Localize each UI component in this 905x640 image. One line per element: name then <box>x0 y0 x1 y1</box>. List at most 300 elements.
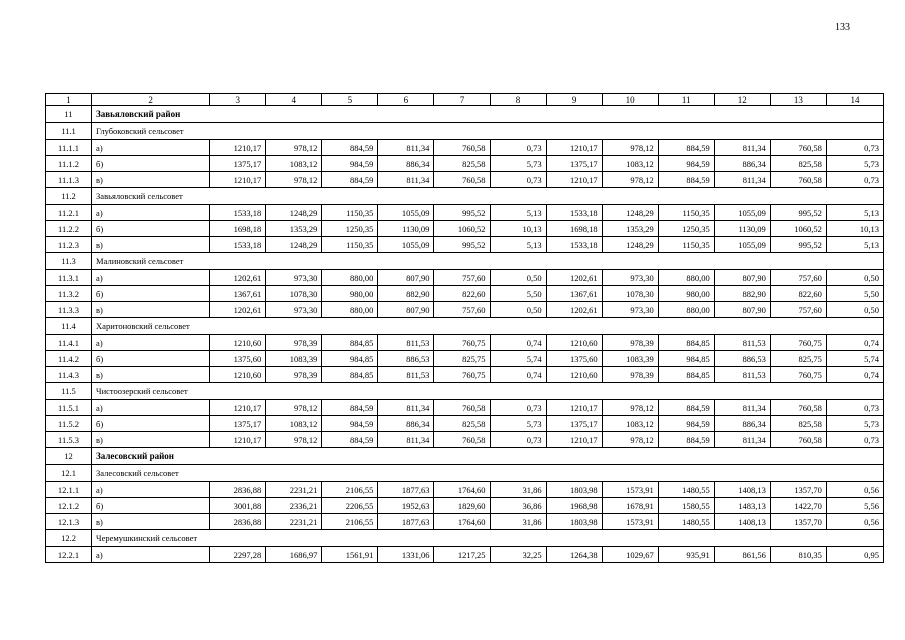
row-variant: в) <box>92 367 210 383</box>
value-cell: 884,59 <box>322 400 378 416</box>
value-cell: 1150,35 <box>322 205 378 221</box>
row-variant: б) <box>92 221 210 237</box>
value-cell: 1248,29 <box>266 237 322 253</box>
council-name: Завьяловский сельсовет <box>92 188 884 205</box>
column-header: 9 <box>546 94 602 106</box>
value-cell: 984,59 <box>658 416 714 432</box>
value-cell: 760,75 <box>434 335 490 351</box>
value-cell: 980,00 <box>322 286 378 302</box>
value-cell: 5,50 <box>490 286 546 302</box>
value-cell: 1202,61 <box>546 302 602 318</box>
value-cell: 1533,18 <box>546 237 602 253</box>
value-cell: 1150,35 <box>322 237 378 253</box>
value-cell: 973,30 <box>602 270 658 286</box>
value-cell: 2297,28 <box>210 547 266 563</box>
value-cell: 1083,12 <box>602 156 658 172</box>
value-cell: 884,59 <box>658 140 714 156</box>
value-cell: 1055,09 <box>714 205 770 221</box>
value-cell: 1877,63 <box>378 514 434 530</box>
value-cell: 36,86 <box>490 498 546 514</box>
value-cell: 1083,12 <box>266 156 322 172</box>
row-variant: а) <box>92 205 210 221</box>
value-cell: 5,74 <box>490 351 546 367</box>
value-cell: 984,59 <box>322 156 378 172</box>
table-row <box>46 172 884 188</box>
value-cell: 884,85 <box>658 367 714 383</box>
value-cell: 811,34 <box>714 140 770 156</box>
value-cell: 882,90 <box>714 286 770 302</box>
row-variant: б) <box>92 286 210 302</box>
value-cell: 1764,60 <box>434 482 490 498</box>
row-code: 11.5.3 <box>46 432 92 448</box>
value-cell: 0,73 <box>490 432 546 448</box>
value-cell: 978,12 <box>602 140 658 156</box>
value-cell: 1150,35 <box>658 237 714 253</box>
row-variant: в) <box>92 237 210 253</box>
table-row <box>46 416 884 432</box>
row-code: 12.1.2 <box>46 498 92 514</box>
district-row <box>46 448 884 465</box>
row-code: 12.2 <box>46 530 92 547</box>
value-cell: 1533,18 <box>546 205 602 221</box>
value-cell: 884,59 <box>322 140 378 156</box>
value-cell: 0,50 <box>826 302 883 318</box>
value-cell: 0,73 <box>826 140 883 156</box>
value-cell: 10,13 <box>490 221 546 237</box>
value-cell: 1803,98 <box>546 482 602 498</box>
row-code: 11.1.1 <box>46 140 92 156</box>
table-row <box>46 498 884 514</box>
value-cell: 935,91 <box>658 547 714 563</box>
row-code: 11.4 <box>46 318 92 335</box>
value-cell: 1533,18 <box>210 237 266 253</box>
value-cell: 757,60 <box>770 270 826 286</box>
value-cell: 760,58 <box>770 400 826 416</box>
value-cell: 1803,98 <box>546 514 602 530</box>
value-cell: 1083,12 <box>266 416 322 432</box>
row-variant: б) <box>92 351 210 367</box>
value-cell: 5,73 <box>490 416 546 432</box>
row-variant: б) <box>92 498 210 514</box>
row-variant: в) <box>92 432 210 448</box>
column-header: 13 <box>770 94 826 106</box>
value-cell: 811,34 <box>714 432 770 448</box>
value-cell: 1357,70 <box>770 482 826 498</box>
row-code: 11.3 <box>46 253 92 270</box>
value-cell: 1829,60 <box>434 498 490 514</box>
value-cell: 2106,55 <box>322 482 378 498</box>
column-header: 1 <box>46 94 92 106</box>
district-name: Залесовский район <box>92 448 884 465</box>
value-cell: 0,74 <box>826 335 883 351</box>
value-cell: 760,58 <box>770 432 826 448</box>
value-cell: 1083,39 <box>266 351 322 367</box>
value-cell: 978,39 <box>602 367 658 383</box>
value-cell: 1375,60 <box>546 351 602 367</box>
value-cell: 884,59 <box>322 172 378 188</box>
value-cell: 0,73 <box>490 400 546 416</box>
value-cell: 0,74 <box>490 367 546 383</box>
row-code: 11.5.1 <box>46 400 92 416</box>
value-cell: 1573,91 <box>602 514 658 530</box>
value-cell: 1686,97 <box>266 547 322 563</box>
value-cell: 980,00 <box>658 286 714 302</box>
value-cell: 807,90 <box>714 302 770 318</box>
value-cell: 880,00 <box>322 270 378 286</box>
value-cell: 1060,52 <box>434 221 490 237</box>
value-cell: 984,59 <box>658 156 714 172</box>
value-cell: 1375,17 <box>210 416 266 432</box>
value-cell: 978,12 <box>266 400 322 416</box>
table-row <box>46 432 884 448</box>
value-cell: 757,60 <box>434 302 490 318</box>
column-header: 14 <box>826 94 883 106</box>
value-cell: 0,73 <box>826 172 883 188</box>
value-cell: 1248,29 <box>602 205 658 221</box>
value-cell: 0,73 <box>826 432 883 448</box>
value-cell: 825,58 <box>770 416 826 432</box>
value-cell: 0,50 <box>490 270 546 286</box>
value-cell: 5,56 <box>826 498 883 514</box>
value-cell: 1083,39 <box>602 351 658 367</box>
value-cell: 1210,60 <box>546 335 602 351</box>
value-cell: 811,53 <box>714 367 770 383</box>
row-code: 11.2.2 <box>46 221 92 237</box>
value-cell: 1217,25 <box>434 547 490 563</box>
value-cell: 760,75 <box>770 367 826 383</box>
value-cell: 1561,91 <box>322 547 378 563</box>
table-row <box>46 270 884 286</box>
table-row <box>46 351 884 367</box>
value-cell: 1055,09 <box>378 205 434 221</box>
value-cell: 811,53 <box>378 335 434 351</box>
value-cell: 1210,17 <box>546 400 602 416</box>
value-cell: 880,00 <box>322 302 378 318</box>
value-cell: 978,12 <box>266 140 322 156</box>
value-cell: 1408,13 <box>714 482 770 498</box>
council-name: Залесовский сельсовет <box>92 465 884 482</box>
value-cell: 31,86 <box>490 514 546 530</box>
value-cell: 822,60 <box>770 286 826 302</box>
value-cell: 995,52 <box>770 205 826 221</box>
value-cell: 1078,30 <box>602 286 658 302</box>
value-cell: 32,25 <box>490 547 546 563</box>
row-variant: а) <box>92 270 210 286</box>
value-cell: 984,85 <box>322 351 378 367</box>
value-cell: 884,85 <box>322 335 378 351</box>
value-cell: 1952,63 <box>378 498 434 514</box>
value-cell: 757,60 <box>434 270 490 286</box>
value-cell: 1480,55 <box>658 514 714 530</box>
value-cell: 825,58 <box>770 156 826 172</box>
value-cell: 811,34 <box>378 140 434 156</box>
value-cell: 0,73 <box>826 400 883 416</box>
value-cell: 1202,61 <box>546 270 602 286</box>
value-cell: 760,58 <box>434 140 490 156</box>
table-row <box>46 400 884 416</box>
column-header: 2 <box>92 94 210 106</box>
value-cell: 995,52 <box>434 237 490 253</box>
column-header: 4 <box>266 94 322 106</box>
value-cell: 978,12 <box>602 400 658 416</box>
value-cell: 2106,55 <box>322 514 378 530</box>
council-row <box>46 318 884 335</box>
value-cell: 2231,21 <box>266 482 322 498</box>
value-cell: 31,86 <box>490 482 546 498</box>
data-table <box>45 93 884 563</box>
value-cell: 1210,17 <box>210 432 266 448</box>
value-cell: 995,52 <box>770 237 826 253</box>
value-cell: 882,90 <box>378 286 434 302</box>
row-variant: а) <box>92 335 210 351</box>
value-cell: 811,34 <box>378 400 434 416</box>
value-cell: 1078,30 <box>266 286 322 302</box>
column-header: 5 <box>322 94 378 106</box>
value-cell: 973,30 <box>266 302 322 318</box>
value-cell: 825,58 <box>434 156 490 172</box>
value-cell: 884,85 <box>322 367 378 383</box>
value-cell: 1248,29 <box>266 205 322 221</box>
row-variant: в) <box>92 514 210 530</box>
value-cell: 1367,61 <box>210 286 266 302</box>
value-cell: 973,30 <box>602 302 658 318</box>
value-cell: 1331,06 <box>378 547 434 563</box>
row-variant: а) <box>92 140 210 156</box>
value-cell: 1250,35 <box>322 221 378 237</box>
table-row <box>46 514 884 530</box>
value-cell: 1483,13 <box>714 498 770 514</box>
value-cell: 1764,60 <box>434 514 490 530</box>
row-variant: а) <box>92 400 210 416</box>
page-number: 133 <box>835 22 850 33</box>
value-cell: 886,34 <box>378 416 434 432</box>
value-cell: 0,73 <box>490 172 546 188</box>
column-header: 11 <box>658 94 714 106</box>
table-row <box>46 221 884 237</box>
value-cell: 1202,61 <box>210 270 266 286</box>
value-cell: 5,13 <box>490 205 546 221</box>
value-cell: 760,58 <box>434 432 490 448</box>
value-cell: 5,13 <box>490 237 546 253</box>
value-cell: 2336,21 <box>266 498 322 514</box>
value-cell: 1678,91 <box>602 498 658 514</box>
value-cell: 1375,60 <box>210 351 266 367</box>
table-row <box>46 482 884 498</box>
header-row <box>46 94 884 106</box>
value-cell: 0,56 <box>826 482 883 498</box>
value-cell: 807,90 <box>378 302 434 318</box>
value-cell: 978,12 <box>602 432 658 448</box>
value-cell: 0,74 <box>826 367 883 383</box>
value-cell: 5,73 <box>826 416 883 432</box>
value-cell: 1210,17 <box>210 172 266 188</box>
value-cell: 1060,52 <box>770 221 826 237</box>
table-row <box>46 237 884 253</box>
value-cell: 978,39 <box>266 367 322 383</box>
column-header: 6 <box>378 94 434 106</box>
value-cell: 0,95 <box>826 547 883 563</box>
value-cell: 1210,17 <box>210 140 266 156</box>
column-header: 8 <box>490 94 546 106</box>
value-cell: 2836,88 <box>210 482 266 498</box>
row-code: 12 <box>46 448 92 465</box>
row-code: 12.1.3 <box>46 514 92 530</box>
value-cell: 2231,21 <box>266 514 322 530</box>
value-cell: 0,73 <box>490 140 546 156</box>
value-cell: 1357,70 <box>770 514 826 530</box>
value-cell: 1375,17 <box>546 156 602 172</box>
value-cell: 5,73 <box>490 156 546 172</box>
value-cell: 760,58 <box>434 400 490 416</box>
value-cell: 1210,17 <box>546 432 602 448</box>
table-row <box>46 367 884 383</box>
value-cell: 811,53 <box>378 367 434 383</box>
value-cell: 978,39 <box>602 335 658 351</box>
value-cell: 978,12 <box>266 432 322 448</box>
row-code: 11.5.2 <box>46 416 92 432</box>
value-cell: 811,34 <box>714 400 770 416</box>
row-code: 11.4.3 <box>46 367 92 383</box>
district-name: Завьяловский район <box>92 106 884 123</box>
value-cell: 810,35 <box>770 547 826 563</box>
value-cell: 1408,13 <box>714 514 770 530</box>
value-cell: 1353,29 <box>266 221 322 237</box>
value-cell: 884,59 <box>658 400 714 416</box>
value-cell: 1375,17 <box>546 416 602 432</box>
value-cell: 0,50 <box>490 302 546 318</box>
value-cell: 1877,63 <box>378 482 434 498</box>
row-code: 11.3.1 <box>46 270 92 286</box>
row-code: 11 <box>46 106 92 123</box>
value-cell: 886,53 <box>714 351 770 367</box>
value-cell: 886,34 <box>714 156 770 172</box>
row-variant: б) <box>92 416 210 432</box>
row-variant: а) <box>92 482 210 498</box>
row-variant: в) <box>92 172 210 188</box>
table-row <box>46 140 884 156</box>
value-cell: 1968,98 <box>546 498 602 514</box>
council-row <box>46 253 884 270</box>
row-code: 11.4.1 <box>46 335 92 351</box>
value-cell: 861,56 <box>714 547 770 563</box>
row-code: 11.3.2 <box>46 286 92 302</box>
value-cell: 1573,91 <box>602 482 658 498</box>
value-cell: 1698,18 <box>546 221 602 237</box>
value-cell: 1264,38 <box>546 547 602 563</box>
value-cell: 5,73 <box>826 156 883 172</box>
value-cell: 2836,88 <box>210 514 266 530</box>
council-name: Черемушкинский сельсовет <box>92 530 884 547</box>
district-row <box>46 106 884 123</box>
council-row <box>46 188 884 205</box>
value-cell: 978,12 <box>266 172 322 188</box>
value-cell: 884,59 <box>658 432 714 448</box>
value-cell: 1367,61 <box>546 286 602 302</box>
table-row <box>46 205 884 221</box>
value-cell: 1422,70 <box>770 498 826 514</box>
value-cell: 1210,60 <box>546 367 602 383</box>
council-row <box>46 530 884 547</box>
value-cell: 1250,35 <box>658 221 714 237</box>
row-code: 12.1 <box>46 465 92 482</box>
value-cell: 5,13 <box>826 205 883 221</box>
value-cell: 760,58 <box>770 172 826 188</box>
value-cell: 811,34 <box>714 172 770 188</box>
row-code: 11.1 <box>46 123 92 140</box>
value-cell: 5,13 <box>826 237 883 253</box>
value-cell: 1130,09 <box>714 221 770 237</box>
value-cell: 825,75 <box>434 351 490 367</box>
row-code: 11.5 <box>46 383 92 400</box>
table-row <box>46 302 884 318</box>
value-cell: 1210,17 <box>546 140 602 156</box>
council-name: Харитоновский сельсовет <box>92 318 884 335</box>
value-cell: 5,50 <box>826 286 883 302</box>
value-cell: 1210,17 <box>210 400 266 416</box>
value-cell: 825,58 <box>434 416 490 432</box>
council-row <box>46 123 884 140</box>
value-cell: 1210,17 <box>546 172 602 188</box>
row-code: 11.1.3 <box>46 172 92 188</box>
value-cell: 811,34 <box>378 172 434 188</box>
column-header: 7 <box>434 94 490 106</box>
column-header: 12 <box>714 94 770 106</box>
value-cell: 884,85 <box>658 335 714 351</box>
row-code: 11.4.2 <box>46 351 92 367</box>
value-cell: 886,34 <box>714 416 770 432</box>
council-name: Глубоковский сельсовет <box>92 123 884 140</box>
value-cell: 880,00 <box>658 270 714 286</box>
value-cell: 1150,35 <box>658 205 714 221</box>
value-cell: 1130,09 <box>378 221 434 237</box>
value-cell: 1083,12 <box>602 416 658 432</box>
row-variant: б) <box>92 156 210 172</box>
column-header: 10 <box>602 94 658 106</box>
council-name: Чистоозерский сельсовет <box>92 383 884 400</box>
row-code: 11.2.3 <box>46 237 92 253</box>
value-cell: 760,75 <box>770 335 826 351</box>
value-cell: 1055,09 <box>378 237 434 253</box>
value-cell: 807,90 <box>714 270 770 286</box>
row-code: 11.2.1 <box>46 205 92 221</box>
value-cell: 811,34 <box>378 432 434 448</box>
value-cell: 1248,29 <box>602 237 658 253</box>
value-cell: 1533,18 <box>210 205 266 221</box>
row-code: 11.3.3 <box>46 302 92 318</box>
value-cell: 10,13 <box>826 221 883 237</box>
value-cell: 5,74 <box>826 351 883 367</box>
value-cell: 760,58 <box>770 140 826 156</box>
value-cell: 760,58 <box>434 172 490 188</box>
value-cell: 995,52 <box>434 205 490 221</box>
value-cell: 978,39 <box>266 335 322 351</box>
value-cell: 886,34 <box>378 156 434 172</box>
table-row <box>46 547 884 563</box>
value-cell: 880,00 <box>658 302 714 318</box>
value-cell: 984,85 <box>658 351 714 367</box>
value-cell: 807,90 <box>378 270 434 286</box>
value-cell: 1055,09 <box>714 237 770 253</box>
value-cell: 1210,60 <box>210 335 266 351</box>
value-cell: 0,50 <box>826 270 883 286</box>
row-code: 11.2 <box>46 188 92 205</box>
value-cell: 825,75 <box>770 351 826 367</box>
value-cell: 3001,88 <box>210 498 266 514</box>
value-cell: 0,56 <box>826 514 883 530</box>
row-variant: а) <box>92 547 210 563</box>
value-cell: 1375,17 <box>210 156 266 172</box>
row-code: 11.1.2 <box>46 156 92 172</box>
